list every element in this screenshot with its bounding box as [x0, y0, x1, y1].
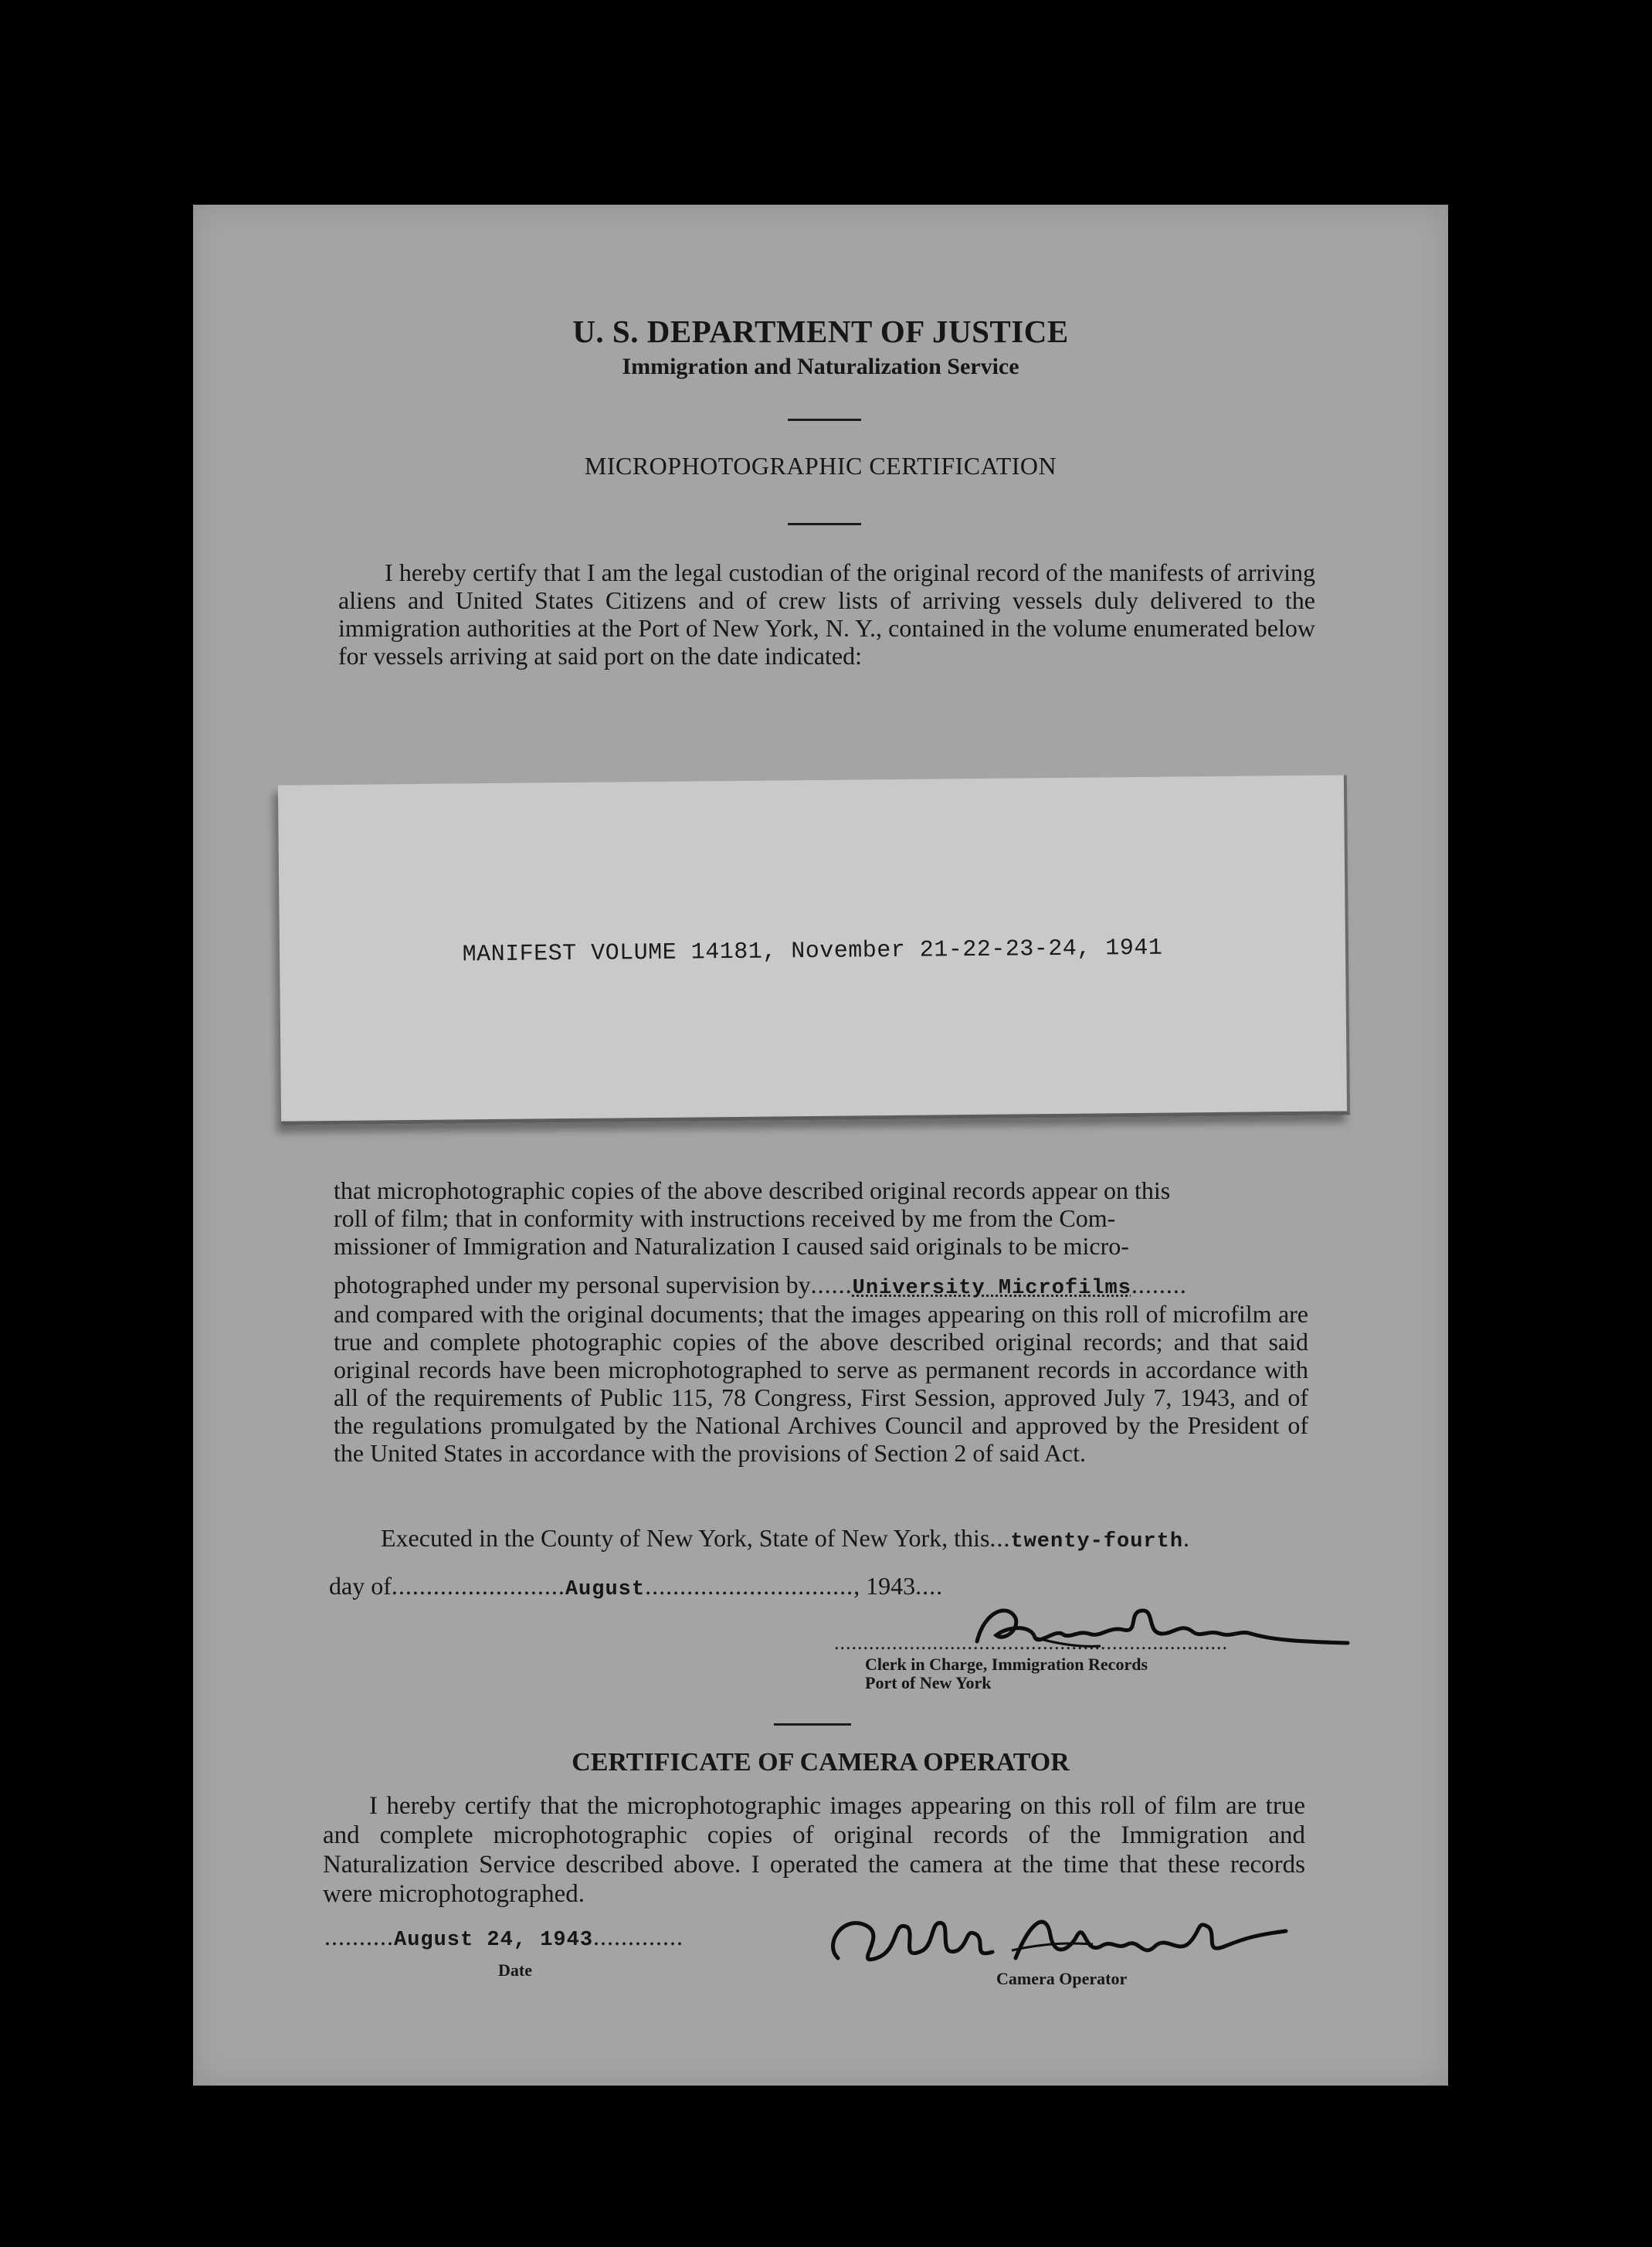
certification-title: MICROPHOTOGRAPHIC CERTIFICATION	[584, 452, 1057, 480]
clerk-signature-line: ....................................................................	[834, 1631, 1228, 1654]
executed-prefix: Executed in the County of New York, State of New York, this	[381, 1524, 990, 1552]
manifest-volume-text: MANIFEST VOLUME 14181, November 21-22-23-24, 1941	[462, 935, 1163, 969]
day-of-label: day of	[329, 1572, 392, 1600]
manifest-card	[278, 775, 1350, 1125]
divider-camera	[774, 1723, 851, 1726]
supervisor-name: University Microfilms	[852, 1277, 1131, 1300]
clerk-signature	[962, 1587, 1363, 1665]
certificate-page	[193, 205, 1448, 2086]
supervision-line: photographed under my personal supervision by......University Microfilms........	[334, 1271, 1187, 1300]
supervision-prefix: photographed under my personal supervision by	[334, 1271, 811, 1298]
day-of-line: day of.........................August.............................., 1943....	[329, 1572, 944, 1601]
camera-date-label: Date	[498, 1960, 532, 1980]
executed-day: twenty-fourth	[1010, 1530, 1184, 1553]
divider-top	[788, 419, 861, 421]
executed-line: Executed in the County of New York, State of New York, this...twenty-fourth.	[381, 1524, 1191, 1553]
clerk-title-line1: Clerk in Charge, Immigration Records	[865, 1655, 1148, 1674]
body-line-1: that microphotographic copies of the above described original records appear on this	[334, 1176, 1171, 1204]
camera-operator-label: Camera Operator	[996, 1969, 1128, 1988]
camera-heading: CERTIFICATE OF CAMERA OPERATOR	[572, 1748, 1070, 1777]
executed-year: , 1943	[853, 1572, 916, 1600]
department-heading: U. S. DEPARTMENT OF JUSTICE	[572, 314, 1069, 349]
body-line-2: roll of film; that in conformity with instructions received by me from the Com-	[334, 1204, 1116, 1232]
executed-month: August	[565, 1578, 646, 1601]
clerk-title-line2: Port of New York	[865, 1673, 992, 1692]
camera-date-value: August 24, 1943	[394, 1929, 594, 1952]
camera-paragraph: I hereby certify that the microphotographic images appearing on this roll of film are true and complete microphotographic copies of original records of the Immigration and Naturalization Service described above. I operated the camera at the time that these records were microphotographed.	[323, 1792, 1305, 1908]
divider-second	[788, 523, 861, 525]
body-paragraph-rest: and compared with the original documents; that the images appearing on this roll of microfilm are true and complete photographic copies of the above described original records; and that said original records have been microphotographed to serve as permanent records in accordance with all of the requirements of Public 115, 78 Congress, First Session, approved July 7, 1943, and of the regulations promulgated by the National Archives Council and approved by the President of the United States in accordance with the provisions of Section 2 of said Act.	[334, 1300, 1308, 1467]
body-line-3: missioner of Immigration and Naturalization I caused said originals to be micro-	[334, 1232, 1129, 1260]
intro-paragraph: I hereby certify that I am the legal custodian of the original record of the manifests of arriving aliens and United States Citizens and of crew lists of arriving vessels duly delivered to the immigration authorities at the Port of New York, N. Y., contained in the volume enumerated below for vessels arriving at said port on the date indicated:	[338, 558, 1315, 670]
service-subheading: Immigration and Naturalization Service	[622, 354, 1019, 379]
date-line: ..........August 24, 1943.............	[324, 1923, 684, 1952]
